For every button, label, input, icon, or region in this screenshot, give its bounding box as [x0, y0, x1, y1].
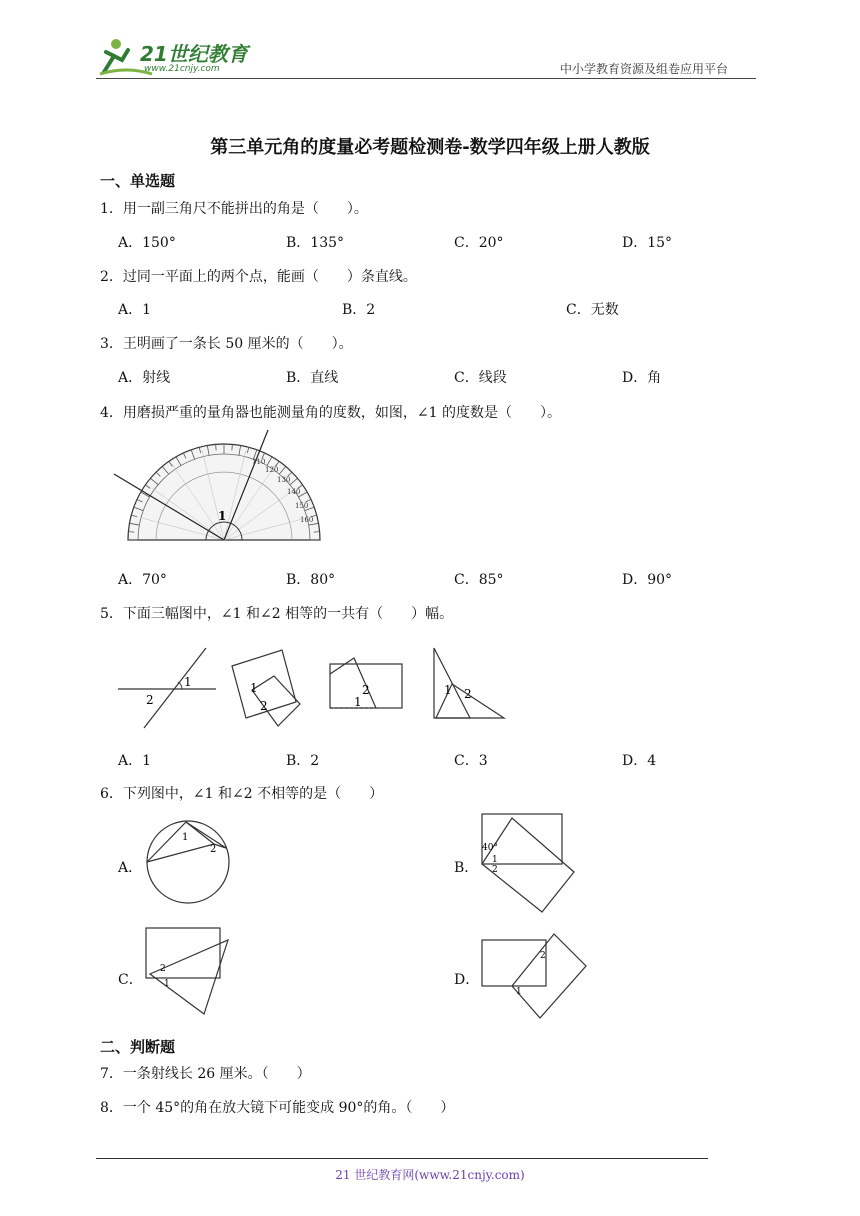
q2-option-c[interactable]: C．无数 — [566, 302, 619, 318]
scale-label: 110 — [252, 458, 266, 466]
question-4: 4．用磨损严重的量角器也能测量角的度数，如图，∠1 的度数是（ ）。 — [100, 405, 561, 421]
q5-figures — [114, 638, 514, 730]
angle-1-label: 1 — [250, 681, 258, 695]
scale-label: 140 — [287, 488, 301, 496]
angle-1-label: 1 — [218, 509, 227, 523]
q3-option-b[interactable]: B．直线 — [286, 370, 339, 386]
question-3: 3．王明画了一条长 50 厘米的（ ）。 — [100, 336, 353, 352]
q4-option-b[interactable]: B．80° — [286, 572, 336, 588]
q1-option-a[interactable]: A．150° — [118, 235, 176, 251]
scale-label: 150 — [295, 502, 309, 510]
scale-label: 160 — [300, 516, 314, 524]
q4-option-a[interactable]: A．70° — [118, 572, 167, 588]
question-1: 1．用一副三角尺不能拼出的角是（ ）。 — [100, 201, 368, 217]
q4-option-c[interactable]: C．85° — [454, 572, 504, 588]
section-heading-judge: 二、判断题 — [100, 1038, 176, 1056]
scale-label: 130 — [277, 476, 291, 484]
protractor-tick — [232, 444, 233, 450]
angle-2-label: 2 — [160, 964, 166, 974]
angle-2-label: 2 — [260, 699, 268, 713]
question-7: 7．一条射线长 26 厘米。（ ） — [100, 1066, 311, 1082]
q6-option-c[interactable]: C． — [118, 972, 143, 988]
section-heading-choice: 一、单选题 — [100, 172, 176, 190]
angle-2-label: 2 — [492, 865, 498, 875]
q6-option-d[interactable]: D． — [454, 972, 480, 988]
question-2: 2．过同一平面上的两个点，能画（ ）条直线。 — [100, 269, 417, 285]
q6-option-b[interactable]: B． — [454, 860, 479, 876]
q5-option-c[interactable]: C．3 — [454, 753, 488, 769]
question-8: 8．一个 45°的角在放大镜下可能变成 90°的角。（ ） — [100, 1100, 455, 1116]
angle-2-label: 2 — [362, 683, 370, 697]
angle-2-label: 2 — [146, 693, 154, 707]
q3-option-d[interactable]: D．角 — [622, 370, 662, 386]
protractor-tick — [128, 532, 134, 533]
q5-option-a[interactable]: A．1 — [118, 753, 152, 769]
question-5: 5．下面三幅图中，∠1 和∠2 相等的一共有（ ）幅。 — [100, 606, 454, 622]
angle-1-label: 1 — [184, 675, 192, 689]
angle-40-label: 40° — [482, 843, 498, 853]
angle-1-label: 1 — [516, 987, 522, 997]
question-6: 6．下列图中，∠1 和∠2 不相等的是（ ） — [100, 786, 384, 802]
footer-divider — [96, 1158, 708, 1159]
protractor-tick — [216, 444, 217, 450]
angle-1-label: 1 — [492, 855, 498, 865]
q1-option-d[interactable]: D．15° — [622, 235, 673, 251]
worn-protractor-figure — [112, 428, 336, 546]
q6-option-a[interactable]: A． — [118, 860, 143, 876]
site-logo — [96, 36, 256, 78]
q6-figure-a — [142, 820, 238, 904]
q2-option-b[interactable]: B．2 — [342, 302, 376, 318]
q6-figure-b — [478, 812, 582, 916]
q5-figure-1 — [118, 648, 216, 728]
q2-option-a[interactable]: A．1 — [118, 302, 152, 318]
protractor-tick — [314, 532, 320, 533]
angle-2-label: 2 — [540, 951, 546, 961]
logo-url: www.21cnjy.com — [144, 64, 220, 74]
q3-option-c[interactable]: C．线段 — [454, 370, 507, 386]
q5-option-d[interactable]: D．4 — [622, 753, 657, 769]
header-platform-text: 中小学教育资源及组卷应用平台 — [560, 62, 729, 76]
angle-1-label: 1 — [182, 832, 189, 843]
logo-text: 21世纪教育 — [140, 42, 248, 66]
angle-2-label: 2 — [210, 844, 217, 855]
angle-1-label: 1 — [164, 979, 170, 989]
angle-2-label: 2 — [464, 687, 472, 701]
page-title: 第三单元角的度量必考题检测卷-数学四年级上册人教版 — [210, 137, 650, 158]
q5-option-b[interactable]: B．2 — [286, 753, 320, 769]
q6-figure-d — [478, 930, 590, 1020]
angle-1-label: 1 — [444, 683, 452, 697]
q5-figure-2 — [232, 650, 300, 726]
angle-1-label: 1 — [354, 695, 362, 709]
scale-label: 120 — [265, 466, 279, 474]
q1-option-c[interactable]: C．20° — [454, 235, 504, 251]
q3-option-a[interactable]: A．射线 — [118, 370, 171, 386]
q6-figure-c — [142, 926, 234, 1018]
q1-option-b[interactable]: B．135° — [286, 235, 345, 251]
header-divider — [96, 78, 756, 79]
footer-text[interactable]: 21 世纪教育网(www.21cnjy.com) — [335, 1168, 525, 1182]
q4-option-d[interactable]: D．90° — [622, 572, 673, 588]
